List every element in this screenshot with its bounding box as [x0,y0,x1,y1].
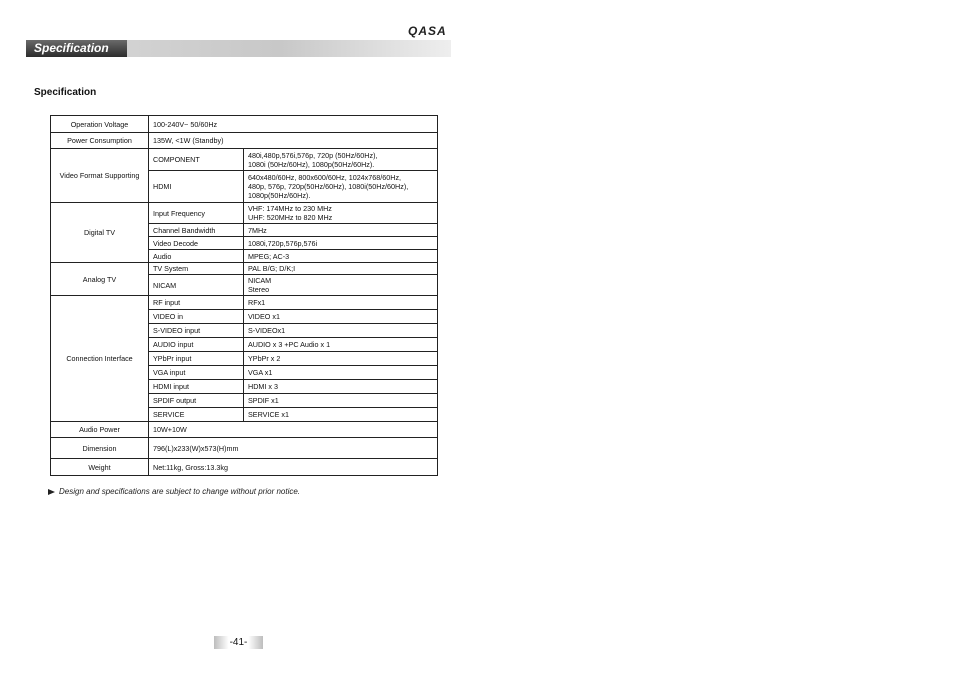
section-title: Specification [26,40,127,57]
spec-value-audio-input: AUDIO x 3 +PC Audio x 1 [244,338,438,352]
spec-sublabel-audio-input: AUDIO input [149,338,244,352]
table-row [51,438,438,459]
spec-sublabel-video-decode: Video Decode [149,237,244,250]
spec-value-svideo-input: S-VIDEOx1 [244,324,438,338]
spec-value-spdif-output: SPDIF x1 [244,394,438,408]
spec-value-service: SERVICE x1 [244,408,438,422]
spec-label-operation-voltage: Operation Voltage [51,116,149,133]
spec-value-dimension: 796(L)x233(W)x573(H)mm [149,438,438,459]
spec-value-power-consumption: 135W, <1W (Standby) [149,133,438,149]
table-row [51,149,438,171]
table-row [51,133,438,149]
spec-label-audio-power: Audio Power [51,422,149,438]
table-row [51,296,438,310]
brand-logo: QASA [408,24,447,38]
spec-sublabel-input-frequency: Input Frequency [149,203,244,224]
spec-value-line: 480i,480p,576i,576p, 720p (50Hz/60Hz), [248,150,378,160]
spec-sublabel-ypbpr-input: YPbPr input [149,352,244,366]
spec-sublabel-component: COMPONENT [149,149,244,171]
spec-value-line: UHF: 520MHz to 820 MHz [248,213,333,222]
spec-sublabel-service: SERVICE [149,408,244,422]
spec-label-video-format: Video Format Supporting [51,149,149,203]
spec-label-digital-tv: Digital TV [51,203,149,263]
spec-value-operation-voltage: 100-240V~ 50/60Hz [149,116,438,133]
table-row [51,263,438,275]
spec-value-rf-input: RFx1 [244,296,438,310]
spec-value-hdmi [244,171,438,203]
spec-sublabel-hdmi-input: HDMI input [149,380,244,394]
spec-value-channel-bandwidth: 7MHz [244,224,438,237]
spec-sublabel-spdif-output: SPDIF output [149,394,244,408]
spec-value-vga-input: VGA x1 [244,366,438,380]
spec-value-nicam [244,275,438,296]
spec-label-power-consumption: Power Consumption [51,133,149,149]
spec-label-connection-interface: Connection Interface [51,296,149,422]
spec-value-weight: Net:11kg, Gross:13.3kg [149,459,438,476]
spec-value-line: 1080p(50Hz/60Hz). [248,191,311,200]
arrow-icon [48,489,55,495]
spec-value-hdmi-input: HDMI x 3 [244,380,438,394]
spec-sublabel-svideo-input: S-VIDEO input [149,324,244,338]
spec-label-weight: Weight [51,459,149,476]
spec-label-dimension: Dimension [51,438,149,459]
spec-value-line: 640x480/60Hz, 800x600/60Hz, 1024x768/60Hz, [248,173,402,182]
spec-sublabel-tv-system: TV System [149,263,244,275]
spec-label-analog-tv: Analog TV [51,263,149,296]
spec-sublabel-channel-bandwidth: Channel Bandwidth [149,224,244,237]
spec-value-line: NICAM [248,276,272,285]
page-number: -41- [214,636,263,649]
spec-sublabel-nicam: NICAM [149,275,244,296]
spec-sublabel-video-in: VIDEO in [149,310,244,324]
spec-value-line: 480p, 576p, 720p(50Hz/60Hz), 1080i(50Hz/60Hz), [248,182,409,191]
spec-sublabel-audio: Audio [149,250,244,263]
table-row [51,459,438,476]
disclaimer-note [48,487,300,496]
spec-value-video-decode: 1080i,720p,576p,576i [244,237,438,250]
disclaimer-text: Design and specifications are subject to change without prior notice. [59,487,301,496]
spec-value-video-in: VIDEO x1 [244,310,438,324]
spec-value-component [244,149,438,171]
specification-table [50,115,438,476]
spec-sublabel-rf-input: RF input [149,296,244,310]
page-heading: Specification [34,87,97,98]
spec-value-line: VHF: 174MHz to 230 MHz [248,204,332,213]
spec-value-audio: MPEG; AC-3 [244,250,438,263]
spec-value-input-frequency [244,203,438,224]
table-row [51,203,438,224]
spec-value-line: Stereo [248,285,270,294]
spec-value-line: 1080i (50Hz/60Hz), 1080p(50Hz/60Hz). [248,159,375,169]
spec-sublabel-hdmi: HDMI [149,171,244,203]
spec-value-tv-system: PAL B/G; D/K;I [244,263,438,275]
spec-sublabel-vga-input: VGA input [149,366,244,380]
spec-value-ypbpr-input: YPbPr x 2 [244,352,438,366]
table-row [51,116,438,133]
table-row [51,422,438,438]
spec-value-audio-power: 10W+10W [149,422,438,438]
